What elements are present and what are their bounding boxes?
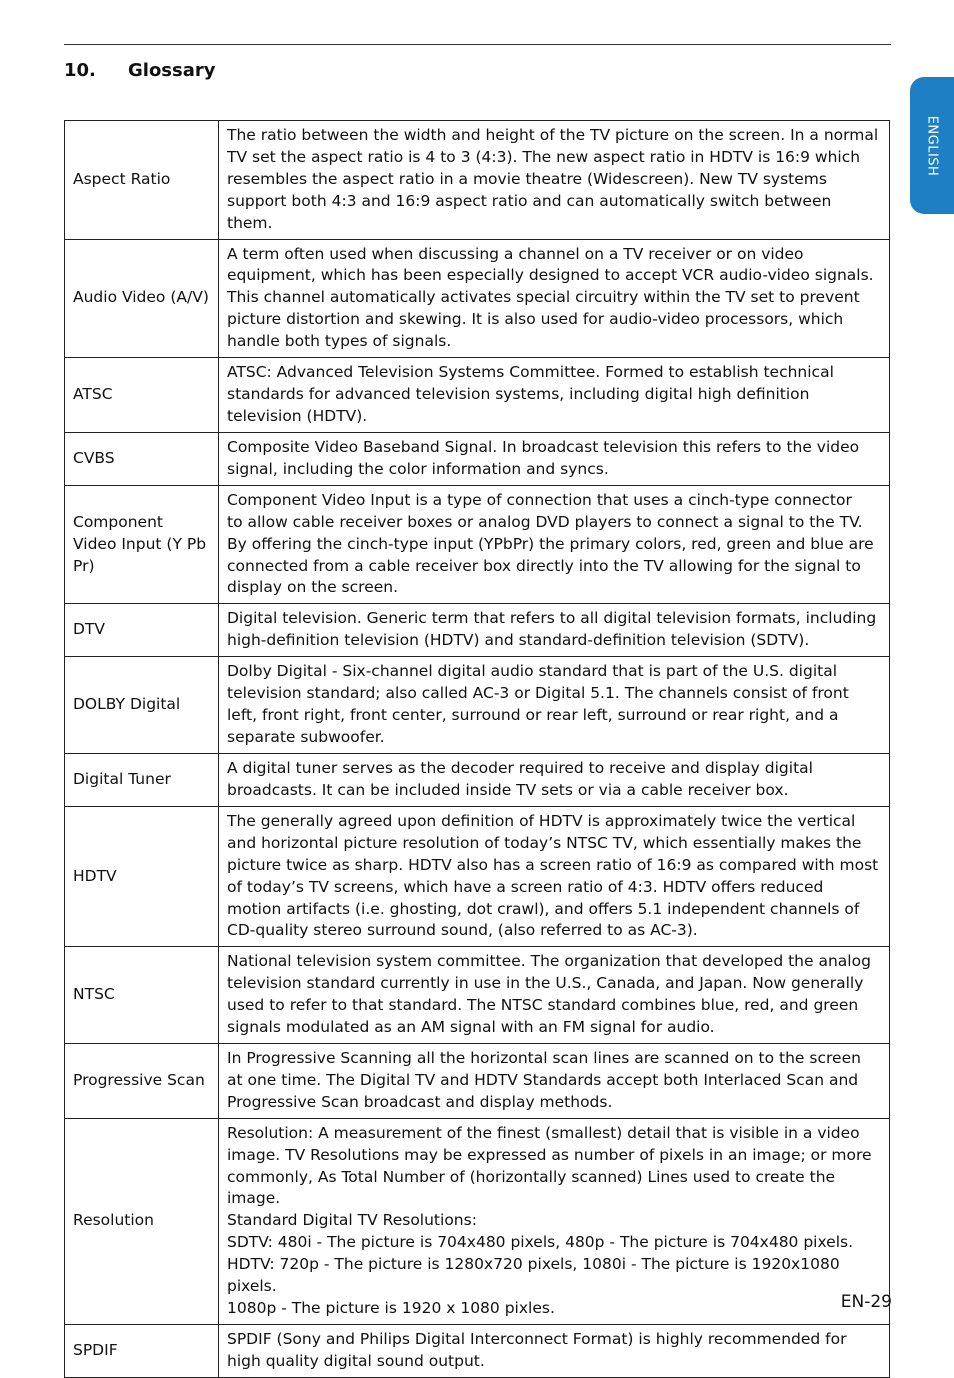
table-row: [65, 485, 890, 604]
glossary-term: Aspect Ratio: [65, 121, 219, 240]
table-row: [65, 947, 890, 1044]
glossary-table: [64, 120, 890, 1378]
glossary-definition: SPDIF (Sony and Philips Digital Interconnect Format) is highly recommended for high quality digital sound output.: [219, 1324, 890, 1377]
table-row: [65, 239, 890, 358]
table-row: [65, 604, 890, 657]
glossary-definition: ATSC: Advanced Television Systems Committee. Formed to establish technical standards for advanced television systems, including digital high definition television (HDTV).: [219, 358, 890, 433]
glossary-definition: The generally agreed upon definition of HDTV is approximately twice the vertical and horizontal picture resolution of today’s NTSC TV, which essentially makes the picture twice as sharp. HDTV also has a screen ratio of 16:9 as compared with most of today’s TV screens, which have a screen ratio of 4:3. HDTV offers reduced motion artifacts (i.e. ghosting, dot crawl), and offers 5.1 independent channels of CD-quality stereo surround sound, (also referred to as AC-3).: [219, 806, 890, 946]
language-tab: [910, 77, 954, 214]
glossary-term: HDTV: [65, 806, 219, 946]
glossary-definition: Dolby Digital - Six-channel digital audio standard that is part of the U.S. digital television standard; also called AC-3 or Digital 5.1. The channels consist of front left, front right, front center, surround or rear left, surround or rear right, and a separate subwoofer.: [219, 657, 890, 754]
glossary-definition: Component Video Input is a type of connection that uses a cinch-type connector to allow cable receiver boxes or analog DVD players to connect a signal to the TV. By offering the cinch-type input (YPbPr) the primary colors, red, green and blue are connected from a cable receiver box directly into the TV allowing for the signal to display on the screen.: [219, 485, 890, 604]
section-number: 10.: [64, 60, 96, 81]
language-tab-label: ENGLISH: [924, 115, 940, 176]
glossary-term: DTV: [65, 604, 219, 657]
section-heading: [64, 60, 216, 81]
glossary-term: SPDIF: [65, 1324, 219, 1377]
glossary-definition: Composite Video Baseband Signal. In broadcast television this refers to the video signal, including the color information and syncs.: [219, 432, 890, 485]
table-row: [65, 806, 890, 946]
glossary-term: Component Video Input (Y Pb Pr): [65, 485, 219, 604]
table-row: [65, 1044, 890, 1119]
glossary-term: Progressive Scan: [65, 1044, 219, 1119]
glossary-term: Digital Tuner: [65, 753, 219, 806]
table-row: [65, 1118, 890, 1324]
table-row: [65, 121, 890, 240]
table-row: [65, 753, 890, 806]
glossary-definition: A digital tuner serves as the decoder required to receive and display digital broadcasts. It can be included inside TV sets or via a cable receiver box.: [219, 753, 890, 806]
glossary-term: CVBS: [65, 432, 219, 485]
glossary-definition: In Progressive Scanning all the horizontal scan lines are scanned on to the screen at one time. The Digital TV and HDTV Standards accept both Interlaced Scan and Progressive Scan broadcast and display methods.: [219, 1044, 890, 1119]
table-row: [65, 358, 890, 433]
top-rule: [64, 44, 891, 45]
glossary-term: Resolution: [65, 1118, 219, 1324]
glossary-definition: The ratio between the width and height of the TV picture on the screen. In a normal TV set the aspect ratio is 4 to 3 (4:3). The new aspect ratio in HDTV is 16:9 which resembles the aspect ratio in a movie theatre (Widescreen). New TV systems support both 4:3 and 16:9 aspect ratio and can automatically switch between them.: [219, 121, 890, 240]
table-row: [65, 657, 890, 754]
glossary-term: DOLBY Digital: [65, 657, 219, 754]
glossary-term: ATSC: [65, 358, 219, 433]
page-number: EN-29: [840, 1292, 892, 1312]
glossary-definition: Resolution: A measurement of the finest (smallest) detail that is visible in a video image. TV Resolutions may be expressed as number of pixels in an image; or more commonly, As Total Number of (horizontally scanned) Lines used to create the image. Standard Digital TV Resolutions: SDTV: 480i - The picture is 704x480 pixels, 480p - The picture is 704x480 pixels. HDTV: 720p - The picture is 1280x720 pixels, 1080i - The picture is 1920x1080 pixels. 1080p - The picture is 1920 x 1080 pixles.: [219, 1118, 890, 1324]
section-title: Glossary: [128, 60, 216, 81]
glossary-definition: A term often used when discussing a channel on a TV receiver or on video equipment, which has been especially designed to accept VCR audio-video signals. This channel automatically activates special circuitry within the TV set to prevent picture distortion and skewing. It is also used for audio-video processors, which handle both types of signals.: [219, 239, 890, 358]
glossary-term: Audio Video (A/V): [65, 239, 219, 358]
glossary-term: NTSC: [65, 947, 219, 1044]
glossary-definition: Digital television. Generic term that refers to all digital television formats, including high-definition television (HDTV) and standard-definition television (SDTV).: [219, 604, 890, 657]
glossary-definition: National television system committee. The organization that developed the analog television standard currently in use in the U.S., Canada, and Japan. Now generally used to refer to that standard. The NTSC standard combines blue, red, and green signals modulated as an AM signal with an FM signal for audio.: [219, 947, 890, 1044]
table-row: [65, 432, 890, 485]
table-row: [65, 1324, 890, 1377]
